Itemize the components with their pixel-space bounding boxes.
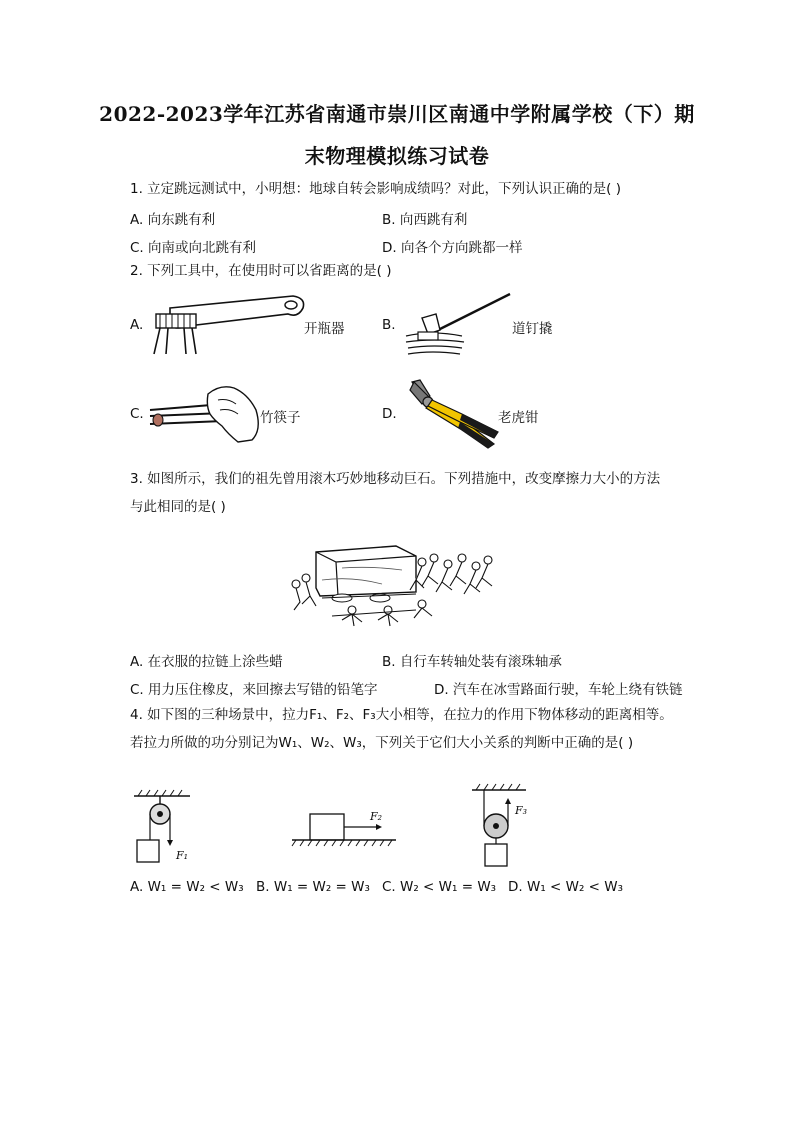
- q1-stem: 1. 立定跳远测试中，小明想：地球自转会影响成绩吗？对此，下列认识正确的是( ): [130, 181, 621, 197]
- q1-option-b[interactable]: B. 向西跳有利: [382, 212, 468, 228]
- tool-label-pliers: 老虎钳: [498, 410, 539, 426]
- pliers-figure: [408, 378, 500, 448]
- paper-title-line1: 2022-2023学年江苏省南通市崇川区南通中学附属学校（下）期: [99, 102, 695, 126]
- q4-option-b[interactable]: B. W₁ = W₂ = W₃: [256, 879, 370, 895]
- q3-option-c[interactable]: C. 用力压住橡皮，来回擦去写错的铅笔字: [130, 682, 378, 698]
- q1-option-a[interactable]: A. 向东跳有利: [130, 212, 216, 228]
- q2-option-d[interactable]: D.: [382, 406, 397, 422]
- q3-option-a[interactable]: A. 在衣服的拉链上涂些蜡: [130, 654, 283, 670]
- label-f1: F₁: [176, 849, 189, 862]
- q3-stem-line1: 3. 如图所示，我们的祖先曾用滚木巧妙地移动巨石。下列措施中，改变摩擦力大小的方法: [130, 471, 661, 487]
- q2-option-c[interactable]: C.: [130, 406, 144, 422]
- chopsticks-figure: [148, 380, 263, 444]
- q1-option-d[interactable]: D. 向各个方向跳都一样: [382, 240, 523, 256]
- paper-title-line2: 末物理模拟练习试卷: [304, 144, 490, 168]
- q4-stem-line2: 若拉力所做的功分别记为W₁、W₂、W₃，下列关于它们大小关系的判断中正确的是( ): [130, 735, 634, 751]
- tool-label-chopsticks: 竹筷子: [260, 410, 301, 426]
- q3-stem-line2: 与此相同的是( ): [130, 499, 226, 515]
- q4-option-d[interactable]: D. W₁ < W₂ < W₃: [508, 879, 624, 895]
- q1-option-c[interactable]: C. 向南或向北跳有利: [130, 240, 257, 256]
- rolling-logs-stone-figure: [292, 540, 498, 630]
- tool-label-bottle-opener: 开瓶器: [304, 321, 345, 337]
- q3-option-b[interactable]: B. 自行车转轴处装有滚珠轴承: [382, 654, 562, 670]
- block-floor-figure: [292, 808, 402, 850]
- label-f2: F₂: [370, 810, 383, 823]
- tool-label-spike-pry: 道钉撬: [512, 321, 553, 337]
- q2-option-a[interactable]: A.: [130, 317, 144, 333]
- bottle-opener-figure: [148, 290, 308, 360]
- spike-pry-figure: [404, 290, 514, 358]
- q3-option-d[interactable]: D. 汽车在冰雪路面行驶，车轮上绕有铁链: [434, 682, 683, 698]
- q4-option-c[interactable]: C. W₂ < W₁ = W₃: [382, 879, 497, 895]
- label-f3: F₃: [515, 804, 528, 817]
- q2-stem: 2. 下列工具中，在使用时可以省距离的是( ): [130, 263, 392, 279]
- q4-option-a[interactable]: A. W₁ = W₂ < W₃: [130, 879, 244, 895]
- q4-stem-line1: 4. 如下图的三种场景中，拉力F₁、F₂、F₃大小相等，在拉力的作用下物体移动的距离相等。: [130, 707, 673, 723]
- q2-option-b[interactable]: B.: [382, 317, 396, 333]
- movable-pulley-figure: [470, 780, 532, 870]
